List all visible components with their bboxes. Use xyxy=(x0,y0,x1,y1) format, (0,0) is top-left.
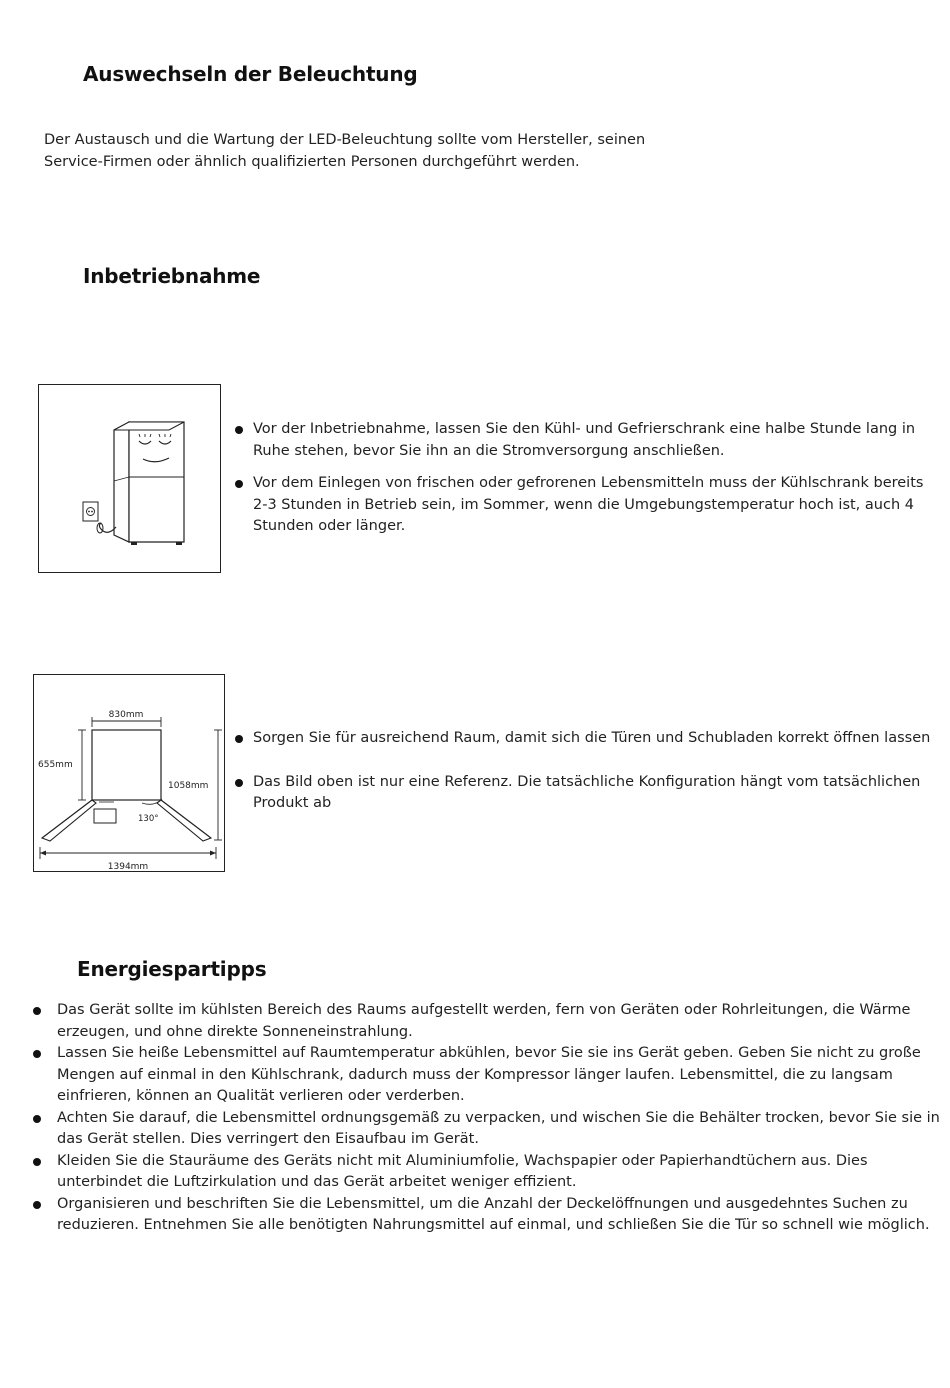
commissioning-bullets xyxy=(235,419,940,549)
bullet-icon xyxy=(235,426,243,434)
depth-label: 655mm xyxy=(38,760,73,770)
bullet-icon xyxy=(235,779,243,787)
list-item: Lassen Sie heiße Lebensmittel auf Raumtemperatur abkühlen, bevor Sie sie ins Gerät geben. Geben Sie nicht zu große Mengen auf einmal in den Kühlschrank, dadurch muss der Kompressor länger laufen. Lebensmittel, die zu langsam einfrieren, können an Qualität verlieren oder verderben. xyxy=(30,1043,940,1108)
lighting-line-2: Service-Firmen oder ähnlich qualifizierten Personen durchgeführt werden. xyxy=(44,154,580,170)
open-depth-label: 1058mm xyxy=(168,781,209,791)
lighting-line-1: Der Austausch und die Wartung der LED-Beleuchtung sollte vom Hersteller, seinen xyxy=(44,132,646,148)
total-width-label: 1394mm xyxy=(107,862,149,871)
fridge-figure xyxy=(38,384,221,573)
energy-tips xyxy=(30,1000,940,1237)
door-clearance-diagram xyxy=(34,675,224,871)
clearance-figure xyxy=(33,674,225,872)
lighting-paragraph xyxy=(44,129,744,173)
list-item: Sorgen Sie für ausreichend Raum, damit sich die Türen und Schubladen korrekt öffnen lassen xyxy=(235,728,947,750)
bullet-icon xyxy=(33,1115,41,1123)
list-item: Das Bild oben ist nur eine Referenz. Die tatsächliche Konfiguration hängt vom tatsächlichen Produkt ab xyxy=(235,772,947,815)
angle-label: 130° xyxy=(138,814,159,824)
width-label: 830mm xyxy=(108,710,144,720)
list-item: Kleiden Sie die Stauräume des Geräts nicht mit Aluminiumfolie, Wachspapier oder Papierhandtüchern aus. Dies unterbindet die Luftzirkulation und das Gerät arbeitet weniger effizient. xyxy=(30,1151,940,1194)
bullet-icon xyxy=(33,1050,41,1058)
fridge-with-power-outlet-icon xyxy=(39,385,220,572)
list-item: Organisieren und beschriften Sie die Lebensmittel, um die Anzahl der Deckelöffnungen und ausgedehntes Suchen zu reduzieren. Entnehmen Sie alle benötigten Nahrungsmittel auf einmal, und schließen Sie die Tür so schnell wie möglich. xyxy=(30,1194,940,1237)
lighting-heading: Auswechseln der Beleuchtung xyxy=(83,62,418,86)
clearance-bullets xyxy=(235,728,947,837)
commissioning-heading: Inbetriebnahme xyxy=(83,264,261,288)
list-item: Vor der Inbetriebnahme, lassen Sie den Kühl- und Gefrierschrank eine halbe Stunde lang in Ruhe stehen, bevor Sie ihn an die Stromversorgung anschließen. xyxy=(235,419,940,462)
bullet-icon xyxy=(33,1007,41,1015)
list-item: Achten Sie darauf, die Lebensmittel ordnungsgemäß zu verpacken, und wischen Sie die Behälter trocken, bevor Sie sie in das Gerät stellen. Dies verringert den Eisaufbau im Gerät. xyxy=(30,1108,940,1151)
list-item: Das Gerät sollte im kühlsten Bereich des Raums aufgestellt werden, fern von Geräten oder Rohrleitungen, die Wärme erzeugen, und ohne direkte Sonneneinstrahlung. xyxy=(30,1000,940,1043)
bullet-icon xyxy=(33,1158,41,1166)
list-item: Vor dem Einlegen von frischen oder gefrorenen Lebensmitteln muss der Kühlschrank bereits 2-3 Stunden in Betrieb sein, im Sommer, wenn die Umgebungstemperatur hoch ist, auch 4 Stunden oder länger. xyxy=(235,473,940,538)
bullet-icon xyxy=(33,1201,41,1209)
energy-heading: Energiespartipps xyxy=(77,957,267,981)
bullet-icon xyxy=(235,735,243,743)
bullet-icon xyxy=(235,480,243,488)
